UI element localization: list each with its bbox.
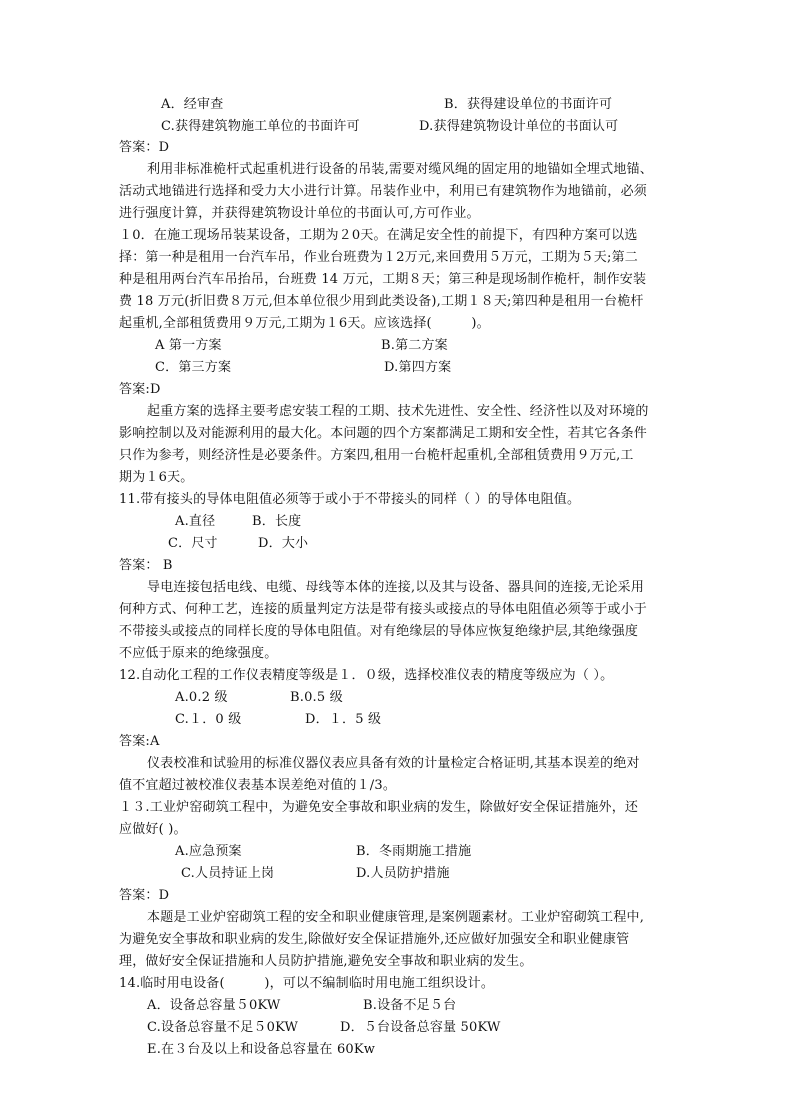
explanation-text: 期为１6天。 [119, 470, 194, 485]
question-text: 应做好( )。 [119, 822, 187, 837]
explanation-text: 活动式地锚进行选择和受力大小进行计算。吊装作业中，利用已有建筑物作为地锚前，必须 [119, 184, 648, 199]
explanation-text: 影响控制以及对能源利用的最大化。本问题的四个方案都满足工期和安全性，若其它各条件 [119, 426, 648, 441]
answer-line: 答案：D [119, 888, 170, 903]
explanation-text: 不应低于原来的绝缘强度。 [119, 646, 278, 661]
explanation-text: 理，做好安全保证措施和人员防护措施,避免安全事故和职业病的发生。 [119, 954, 533, 969]
explanation-text: 为避免安全事故和职业病的发生,除做好安全保证措施外,还应做好加强安全和职业健康管 [119, 932, 630, 947]
option-d: D．大小 [258, 536, 309, 551]
explanation-text: 起重方案的选择主要考虑安装工程的工期、技术先进性、安全性、经济性以及对环境的 [147, 404, 649, 419]
option-d: D.获得建筑物设计单位的书面认可 [419, 119, 619, 134]
question-text: 14.临时用电设备( )，可以不编制临时用电施工组织设计。 [119, 976, 495, 991]
answer-line: 答案： B [119, 558, 173, 573]
option-a: A.应急预案 [175, 844, 242, 859]
option-a: A．经审查 [161, 97, 224, 112]
option-c: C.设备总容量不足５0KW [147, 1020, 299, 1035]
option-d: D．５台设备总容量 50KW [340, 1020, 501, 1035]
question-text: 种是租用两台汽车吊抬吊，台班费 14 万元，工期８天；第三种是现场制作桅杆，制作安装 [119, 272, 647, 287]
option-b: B.设备不足５台 [363, 998, 457, 1013]
answer-line: 答案：D [119, 140, 170, 155]
option-c: C．第三方案 [155, 360, 232, 375]
explanation-text: 只作为参考，则经济性是必要条件。方案四,租用一台桅杆起重机,全部租赁费用９万元,工 [119, 448, 634, 463]
question-text: 11.带有接头的导体电阻值必须等于或小于不带接头的同样（ ）的导体电阻值。 [119, 492, 581, 507]
explanation-text: 本题是工业炉窑砌筑工程的安全和职业健康管理,是案例题素材。工业炉窑砌筑工程中, [147, 910, 645, 925]
option-a: A.直径 [175, 514, 216, 529]
explanation-text: 值不宜超过被校准仪表基本误差绝对值的１/3。 [119, 778, 397, 793]
explanation-text: 仪表校准和试验用的标准仪器仪表应具备有效的计量检定合格证明,其基本误差的绝对 [147, 756, 640, 771]
option-c: C.人员持证上岗 [181, 866, 275, 881]
option-c: C.获得建筑物施工单位的书面许可 [161, 119, 360, 134]
option-b: B．冬雨期施工措施 [356, 844, 472, 859]
question-text: 起重机,全部租赁费用９万元,工期为１6天。应该选择( )。 [119, 316, 490, 331]
answer-line: 答案:D [119, 382, 161, 397]
explanation-text: 何种方式、何种工艺，连接的质量判定方法是带有接头或接点的导体电阻值必须等于或小于 [119, 602, 648, 617]
option-d: D.人员防护措施 [356, 866, 450, 881]
explanation-text: 不带接头或接点的同样长度的导体电阻值。对有绝缘层的导体应恢复绝缘护层,其绝缘强度 [119, 624, 639, 639]
option-e: E.在３台及以上和设备总容量在 60Kw [147, 1042, 376, 1057]
question-text: １３.工业炉窑砌筑工程中，为避免安全事故和职业病的发生，除做好安全保证措施外，还 [119, 800, 639, 815]
option-a: A.0.2 级 [175, 690, 228, 705]
option-a: A 第一方案 [155, 338, 222, 353]
explanation-text: 导电连接包括电线、电缆、母线等本体的连接,以及其与设备、器具间的连接,无论采用 [147, 580, 645, 595]
option-c: C．尺寸 [168, 536, 218, 551]
option-d: D．１．5 级 [305, 712, 382, 727]
option-b: B.0.5 级 [290, 690, 343, 705]
option-b: B.第二方案 [381, 338, 448, 353]
question-text: １0．在施工现场吊装某设备，工期为２0天。在满足安全性的前提下，有四种方案可以选 [119, 228, 638, 243]
option-b: B．获得建设单位的书面许可 [444, 97, 613, 112]
explanation-text: 进行强度计算，并获得建筑物设计单位的书面认可,方可作业。 [119, 206, 480, 221]
option-a: A．设备总容量５0KW [147, 998, 281, 1013]
explanation-text: 利用非标准桅杆式起重机进行设备的吊装,需要对缆风绳的固定用的地锚如全埋式地锚、 [147, 162, 653, 177]
question-text: 费 18 万元(折旧费８万元,但本单位很少用到此类设备),工期１８天;第四种是租用一台桅杆 [119, 294, 644, 309]
answer-line: 答案:A [119, 734, 160, 749]
question-text: 择：第一种是租用一台汽车吊，作业台班费为１2万元,来回费用５万元，工期为５天;第二 [119, 250, 638, 265]
option-c: C.１．0 级 [175, 712, 242, 727]
question-text: 12.自动化工程的工作仪表精度等级是１．０级，选择校准仪表的精度等级应为（ ）。 [119, 668, 614, 683]
option-b: B．长度 [252, 514, 302, 529]
option-d: D.第四方案 [384, 360, 452, 375]
